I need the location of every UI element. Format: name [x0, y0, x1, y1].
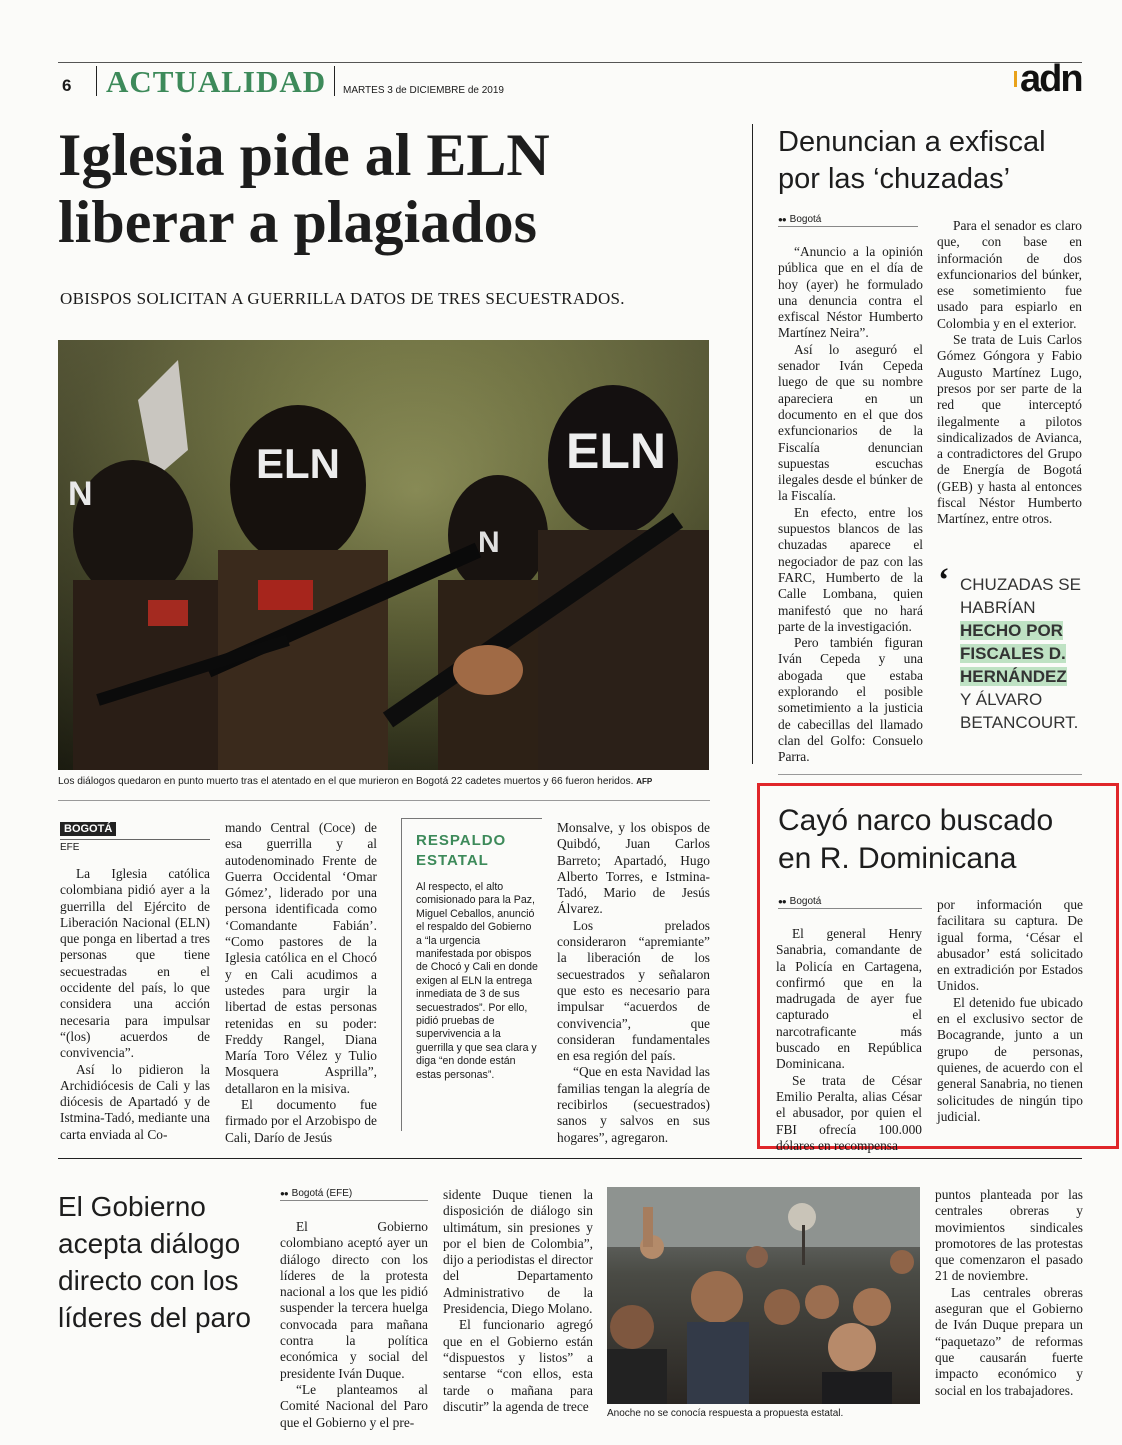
- narco-col-1-p1: El general Henry Sanabria, comandante de la Policía en Cartagena, confirmó que en la madrugada de ayer fue capturado el narcotraficante más buscado en República Dominicana.: [776, 926, 922, 1072]
- photo-illustration: [58, 340, 709, 770]
- logo-dot: [1014, 71, 1017, 87]
- gobierno-col-2: [443, 1187, 593, 1415]
- svg-text:ELN: ELN: [256, 440, 340, 487]
- quote-hl-3: HERNÁNDEZ: [960, 667, 1067, 686]
- narco-headline-line-2: en R. Dominicana: [778, 842, 1017, 875]
- protest-photo-caption: Anoche no se conocía respuesta a propuesta estatal.: [607, 1408, 844, 1419]
- sidebar-title-line-2: ESTATAL: [416, 852, 489, 869]
- svg-text:N: N: [478, 526, 500, 559]
- exfiscal-col-1-p2: Así lo aseguró el senador Iván Cepeda luego de que su nombre apareciera en un documento en el que dos exfuncionarios de la Fiscalía denuncian supuestas escuchas ilegales desde el búnker de la Fiscalía.: [778, 341, 923, 504]
- exfiscal-headline-line-2: por las ‘chuzadas’: [778, 163, 1011, 195]
- quote-line-4: BETANCOURT.: [960, 713, 1079, 732]
- photo-caption: [58, 776, 652, 787]
- exfiscal-headline: [778, 124, 1098, 198]
- lead-col-4-p2: Los prelados consideraron “apremiante” la liberación de los secuestrados y señalaron que esto es necesario para impulsar “acuerdos de convivencia”, que consideran fundamentales en esa región del país.: [557, 917, 710, 1064]
- quote-line-1: CHUZADAS SE: [960, 575, 1081, 594]
- narco-col-1-p2: Se trata de César Emilio Peralta, alias César el abusador, por quien el FBI ofrecía 100.000 dólares en recompensa: [776, 1072, 922, 1153]
- lead-headline: [58, 122, 738, 256]
- narco-headline: [778, 802, 1098, 878]
- photo-credit: AFP: [636, 777, 653, 786]
- quote-line-3: Y ÁLVARO: [960, 690, 1043, 709]
- gobierno-col-3-p2: Las centrales obreras aseguran que el Gobierno de Iván Duque prepara un “paquetazo” de reformas que causarán fuerte impacto económico y social en los trabajadores.: [935, 1284, 1083, 1398]
- lead-col-4-p3: “Que en esta Navidad las familias tengan la alegría de recibirlos (secuestrados) sanos y salvos en sus hogares”, agregaron.: [557, 1064, 710, 1145]
- gobierno-col-1-p2: “Le planteamos al Comité Nacional del Paro que el Gobierno y el pre-: [280, 1381, 428, 1430]
- exfiscal-headline-line-1: Denuncian a exfiscal: [778, 126, 1046, 158]
- lead-col-1-p2: Así lo pidieron la Archidiócesis de Cali y las diócesis de Apartadó y de Istmina-Tadó, mediante una carta enviada al Co-: [60, 1061, 210, 1142]
- gobierno-headline-line-4: líderes del paro: [58, 1302, 252, 1333]
- lead-col-4: [557, 820, 710, 1146]
- quote-hl-2: FISCALES D.: [960, 644, 1066, 663]
- gobierno-col-2-p1: sidente Duque tienen la disposición de diálogo sin ultimátum, sin presiones y por el bien de Colombia”, dijo a periodistas el director del Departamento Administrativo de la Presidencia, Diego Molano.: [443, 1187, 593, 1317]
- narco-dateline-text: Bogotá: [789, 896, 822, 907]
- gobierno-col-1: [280, 1219, 428, 1431]
- lead-headline-line-2: liberar a plagiados: [58, 189, 537, 255]
- sidebar-title-line-1: RESPALDO: [416, 832, 507, 849]
- protest-photo: [607, 1187, 920, 1404]
- section-title: ACTUALIDAD: [106, 64, 327, 99]
- narco-headline-line-1: Cayó narco buscado: [778, 804, 1054, 837]
- page-number: 6: [62, 76, 72, 95]
- gobierno-dateline: [280, 1188, 352, 1199]
- lead-agency: EFE: [60, 842, 80, 853]
- respaldo-sidebar: [401, 818, 542, 1131]
- photo-caption-text: Los diálogos quedaron en punto muerto tras el atentado en el que murieron en Bogotá 22 cadetes muertos y 66 fueron heridos.: [58, 776, 634, 787]
- pull-quote: [938, 562, 1090, 734]
- exfiscal-dateline: [778, 214, 821, 225]
- lead-col-1-p1: La Iglesia católica colombiana pidió ayer a la guerrilla del Ejército de Liberación Nacional (ELN) que ponga en libertad a tres personas que tiene secuestradas en el occidente del país, lo que considera una acción necesaria para impulsar “(los) acuerdos de convivencia”.: [60, 866, 210, 1061]
- exfiscal-col-2-p2: Se trata de Luis Carlos Gómez Góngora y Fabio Augusto Martínez Lugo, presos por ser parte de la red que interceptó ilegalmente a pilotos sindicalizados de Avianca, a contradictores del Grupo de Energía de Bogotá (GEB) y hasta al entonces fiscal Néstor Humberto Martínez, entre otros.: [937, 332, 1082, 527]
- protest-illustration: [607, 1187, 920, 1404]
- dateline-dots: ●●: [778, 897, 786, 906]
- narco-col-2-p2: El detenido fue ubicado en el exclusivo sector de Bocagrande, junto a un grupo de personas, quienes, de acuerdo con el general Sanabria, no tienen solicitudes de ningún tipo judicial.: [937, 994, 1083, 1124]
- issue-date: MARTES 3 de DICIEMBRE de 2019: [343, 85, 504, 96]
- lead-col-1: [60, 866, 210, 1143]
- exfiscal-col-1: [778, 244, 923, 766]
- gobierno-col-3-p1: puntos planteada por las centrales obreras y movimientos sindicales promotores de las protestas que comenzaron el pasado 21 de noviembre.: [935, 1187, 1083, 1284]
- gobierno-col-1-p1: El Gobierno colombiano aceptó ayer un diálogo directo con los líderes de la protesta nacional a los que les pidió suspender la tercera huelga convocada para mañana contra la política económica y social del presidente Iván Duque.: [280, 1219, 428, 1381]
- svg-text:ELN: ELN: [566, 423, 666, 479]
- exfiscal-col-2-p1: Para el senador es claro que, con base en información de dos exfuncionarios del búnker, ese sometimiento fue usado para espiarlo en Colombia y en el exterior.: [937, 218, 1082, 331]
- guerrilla-photo: [58, 340, 709, 770]
- narco-dateline: [778, 896, 821, 907]
- exfiscal-col-2: [937, 218, 1082, 528]
- quote-highlight: [940, 619, 1090, 688]
- quote-mark-icon: ‘: [938, 562, 950, 599]
- lead-col-2-p1: mando Central (Coce) de esa guerrilla y al autodenominado Frente de Guerra Occidental ‘Omar Gómez’, liderado por una persona identificada como ‘Comandante Fabián’. “Como pastores de la Iglesia católica en el Chocó y en Cali acudimos a ustedes para urgir la libertad de estas personas retenidas en su poder: Freddy Rangel, Diana María Toro Vélez y Tulio Mosquera Asprilla”, detallaron en la misiva.: [225, 820, 377, 1096]
- lead-col-4-p1: Monsalve, y los obispos de Quibdó, Juan Carlos Barreto; Apartadó, Hugo Alberto Torres, e Istmina-Tadó, Mario de Jesús Álvarez.: [557, 820, 710, 917]
- lead-headline-line-1: Iglesia pide al ELN: [58, 122, 550, 188]
- lead-col-2-p2: El documento fue firmado por el Arzobispo de Cali, Darío de Jesús: [225, 1097, 377, 1145]
- narco-col-1: [776, 926, 922, 1154]
- sidebar-title: [416, 831, 542, 871]
- gobierno-headline-line-3: directo con los: [58, 1265, 239, 1296]
- gobierno-col-3: [935, 1187, 1083, 1399]
- quote-line-2: HABRÍAN: [960, 598, 1036, 617]
- dateline-dots: ●●: [280, 1189, 288, 1198]
- exfiscal-col-1-p4: Pero también figuran Iván Cepeda y una abogada que estaba explorando el posible sometimiento a la justicia de cabecillas del llamado clan del Golfo: Consuelo Parra.: [778, 635, 923, 765]
- adn-logo: [1012, 58, 1084, 100]
- gobierno-dateline-text: Bogotá (EFE): [291, 1188, 353, 1199]
- lead-col-2: [225, 820, 377, 1146]
- dateline-dots: ●●: [778, 215, 786, 224]
- gobierno-headline: [58, 1188, 273, 1336]
- gobierno-headline-line-2: acepta diálogo: [58, 1228, 241, 1259]
- logo-text: adn: [1020, 58, 1082, 100]
- exfiscal-col-1-p3: En efecto, entre los supuestos blancos de las chuzadas aparece el negociador de paz con las FARC, Humberto de la Calle Lombana, quien manifestó que no hará parte de la investigación.: [778, 504, 923, 634]
- narco-col-2-p1: por información que facilitara su captura. De igual forma, ‘César el abusador’ está solicitado en extradición por Estados Unidos.: [937, 897, 1083, 994]
- gobierno-headline-line-1: El Gobierno: [58, 1191, 206, 1222]
- lead-dateline: BOGOTÁ: [60, 822, 116, 836]
- narco-col-2: [937, 897, 1083, 1125]
- gobierno-col-2-p2: El funcionario agregó que en el Gobierno están “dispuestos y listos” a sentarse “con ellos, esta tarde o mañana para discutir” la agenda de trece: [443, 1317, 593, 1414]
- lead-subheadline: OBISPOS SOLICITAN A GUERRILLA DATOS DE TRES SECUESTRADOS.: [60, 289, 625, 308]
- exfiscal-dateline-text: Bogotá: [789, 214, 822, 225]
- quote-hl-1: HECHO POR: [960, 621, 1063, 640]
- exfiscal-col-1-p1: “Anuncio a la opinión pública que en el día de hoy (ayer) he formulado una denuncia contra el exfiscal Néstor Humberto Martínez Neira”.: [778, 244, 923, 341]
- sidebar-text: Al respecto, el alto comisionado para la Paz, Miguel Ceballos, anunció el respaldo del Gobierno a “la urgencia manifestada por obispos de Chocó y Cali en donde exigen al ELN la entrega inmediata de 3 de sus secuestrados”. Por ello, pidió pruebas de supervivencia a la guerrilla y que sea clara y diga “en donde están estas personas”.: [416, 881, 538, 1081]
- svg-text:N: N: [68, 475, 93, 513]
